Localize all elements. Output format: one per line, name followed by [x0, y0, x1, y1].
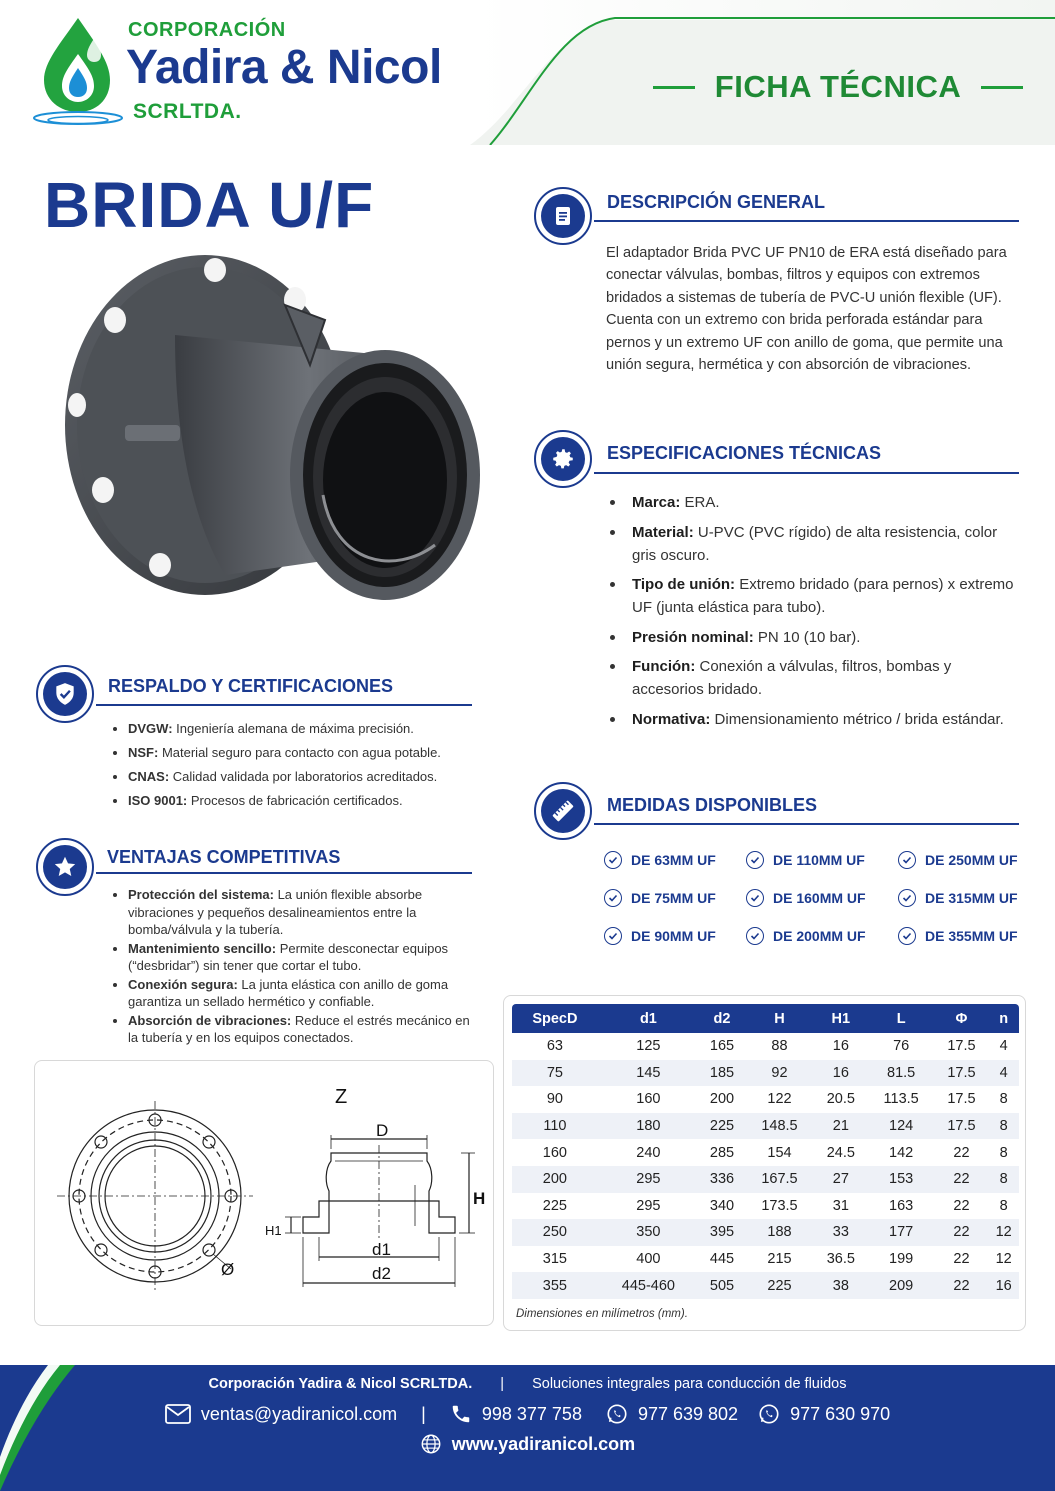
table-cell: 17.5: [947, 1038, 976, 1055]
drawing-label-d2: d2: [372, 1264, 391, 1283]
table-cell: 199: [889, 1251, 914, 1268]
advantages-rule: [96, 872, 472, 874]
column-header: n: [988, 1004, 1019, 1033]
dimensions-table-card: [503, 995, 1026, 1331]
table-body: [512, 1033, 1019, 1299]
page-header: [0, 0, 1055, 145]
table-header-row: [512, 1004, 1019, 1033]
product-title: BRIDA U/F: [44, 169, 375, 241]
table-cell: 225: [542, 1197, 567, 1214]
column-header: Φ: [935, 1004, 989, 1033]
whatsapp-icon: [606, 1403, 628, 1425]
description-title: DESCRIPCIÓN GENERAL: [607, 192, 826, 212]
check-circle-icon: [604, 927, 622, 945]
table-cell: 340: [709, 1197, 735, 1214]
page-footer: [0, 1365, 1055, 1491]
table-cell: 17.5: [935, 1113, 989, 1140]
gear-icon: [550, 446, 576, 472]
flange-drawing: [35, 1061, 495, 1327]
table-cell: 22: [935, 1219, 989, 1246]
table-cell: 20.5: [826, 1091, 855, 1108]
table-row: [512, 1086, 1019, 1113]
column-header: d1: [598, 1004, 699, 1033]
table-cell: 12: [995, 1251, 1012, 1268]
certification-item: ISO 9001: Procesos de fabricación certificados.: [108, 792, 488, 809]
specs-title: ESPECIFICACIONES TÉCNICAS: [607, 443, 882, 463]
table-cell: 16: [988, 1272, 1019, 1299]
table-cell: 200: [512, 1166, 598, 1193]
table-row: [512, 1219, 1019, 1246]
measure-item: DE 110MM UF: [746, 851, 865, 869]
table-row: [512, 1166, 1019, 1193]
table-cell: 22: [953, 1251, 970, 1268]
table-cell: 142: [889, 1144, 914, 1161]
table-cell: 12: [988, 1219, 1019, 1246]
measure-item: DE 90MM UF: [604, 927, 716, 945]
table-cell: 153: [868, 1166, 935, 1193]
table-cell: 163: [889, 1197, 914, 1214]
table-cell: 336: [699, 1166, 745, 1193]
specs-section-icon: [534, 430, 592, 488]
spec-item: Presión nominal: PN 10 (10 bar).: [606, 626, 1016, 649]
table-row: [512, 1060, 1019, 1087]
footer-phone-1[interactable]: 998 377 758: [481, 1403, 582, 1424]
measure-item: DE 315MM UF: [898, 889, 1018, 907]
measure-item: DE 355MM UF: [898, 927, 1018, 945]
table-cell: 76: [893, 1038, 910, 1055]
table-cell: 38: [814, 1272, 868, 1299]
check-circle-icon: [898, 927, 916, 945]
footer-contact-line: ventas@yadiranicol.com | 998 377 758 977 639 802 977 630 970: [0, 1403, 1055, 1425]
specs-rule: [594, 472, 1019, 474]
logo-drop-icon: [30, 14, 125, 129]
column-header: d2: [699, 1004, 745, 1033]
table-cell: 63: [546, 1038, 563, 1055]
drawing-label-z: Z: [335, 1086, 348, 1108]
table-cell: 185: [699, 1060, 745, 1087]
table-cell: 21: [814, 1113, 868, 1140]
table-cell: 240: [636, 1144, 661, 1161]
table-cell: 400: [636, 1251, 661, 1268]
table-cell: 285: [709, 1144, 735, 1161]
divider-right: [981, 86, 1023, 89]
footer-email[interactable]: ventas@yadiranicol.com: [200, 1403, 398, 1424]
measures-grid: [604, 845, 1024, 955]
advantage-item: Conexión segura: La junta elástica con anillo de goma garantiza un sellado hermético y confiable.: [108, 976, 478, 1011]
table-cell: 165: [709, 1038, 735, 1055]
column-header: H1: [814, 1004, 868, 1033]
table-cell: 177: [868, 1219, 935, 1246]
table-cell: 188: [745, 1219, 814, 1246]
table-cell: 17.5: [935, 1060, 989, 1087]
table-cell: 295: [636, 1197, 661, 1214]
advantages-list: [108, 886, 478, 1048]
table-cell: 173.5: [761, 1197, 798, 1214]
table-cell: 225: [699, 1113, 745, 1140]
check-circle-icon: [746, 889, 764, 907]
table-cell: 148.5: [745, 1113, 814, 1140]
whatsapp-icon: [758, 1403, 780, 1425]
spec-item: Tipo de unión: Extremo bridado (para pernos) x extremo UF (junta elástica para tubo).: [606, 573, 1016, 619]
footer-phone-3[interactable]: 977 630 970: [790, 1403, 891, 1424]
table-row: [512, 1246, 1019, 1273]
table-cell: 92: [745, 1060, 814, 1087]
table-cell: 160: [636, 1091, 661, 1108]
table-cell: 110: [512, 1113, 598, 1140]
table-cell: 36.5: [826, 1251, 855, 1268]
table-cell: 395: [699, 1219, 745, 1246]
shield-check-icon: [52, 681, 78, 707]
measure-item: DE 250MM UF: [898, 851, 1018, 869]
table-cell: 315: [542, 1251, 567, 1268]
certifications-title: RESPALDO Y CERTIFICACIONES: [108, 676, 394, 696]
spec-item: Marca: ERA.: [606, 491, 1016, 514]
phone-icon: [450, 1403, 472, 1425]
measure-item: DE 200MM UF: [746, 927, 866, 945]
table-cell: 295: [598, 1166, 699, 1193]
advantages-title: VENTAJAS COMPETITIVAS: [107, 847, 341, 867]
specs-list: [606, 491, 1016, 737]
table-cell: 445: [709, 1251, 735, 1268]
table-cell: 4: [999, 1038, 1008, 1055]
table-cell: 16: [814, 1060, 868, 1087]
certification-item: CNAS: Calidad validada por laboratorios acreditados.: [108, 768, 488, 785]
footer-website[interactable]: www.yadiranicol.com: [451, 1433, 636, 1454]
footer-web-line: [0, 1433, 1055, 1455]
measures-title: MEDIDAS DISPONIBLES: [607, 795, 818, 815]
table-cell: 8: [999, 1091, 1008, 1108]
table-cell: 200: [709, 1091, 735, 1108]
doc-type-banner: [652, 66, 1024, 108]
table-cell: 17.5: [947, 1091, 976, 1108]
table-cell: 209: [868, 1272, 935, 1299]
table-cell: 350: [598, 1219, 699, 1246]
table-cell: 16: [832, 1038, 849, 1055]
table-cell: 145: [598, 1060, 699, 1087]
spec-item: Material: U-PVC (PVC rígido) de alta resistencia, color gris oscuro.: [606, 521, 1016, 567]
table-cell: 24.5: [826, 1144, 855, 1161]
brand-top-text: CORPORACIÓN: [128, 19, 286, 41]
spec-item: Función: Conexión a válvulas, filtros, bombas y accesorios bridado.: [606, 655, 1016, 701]
table-row: [512, 1113, 1019, 1140]
description-rule: [594, 220, 1019, 222]
certifications-section-icon: [36, 665, 94, 723]
doc-type-title: FICHA TÉCNICA: [714, 69, 962, 104]
table-cell: 22: [953, 1144, 970, 1161]
advantage-item: Mantenimiento sencillo: Permite desconectar equipos (“desbridar”) sin tener que cortar el tubo.: [108, 940, 478, 975]
check-circle-icon: [746, 927, 764, 945]
table-cell: 22: [935, 1166, 989, 1193]
table-cell: 122: [767, 1091, 792, 1108]
footer-phone-2[interactable]: 977 639 802: [637, 1403, 739, 1424]
table-note: Dimensiones en milímetros (mm).: [516, 1308, 688, 1320]
table-cell: 445-460: [598, 1272, 699, 1299]
certification-item: NSF: Material seguro para contacto con agua potable.: [108, 744, 488, 761]
certification-item: DVGW: Ingeniería alemana de máxima precisión.: [108, 720, 488, 737]
table-cell: 4: [988, 1060, 1019, 1087]
drawing-label-d: D: [376, 1121, 389, 1140]
table-cell: 355: [512, 1272, 598, 1299]
check-circle-icon: [898, 851, 916, 869]
table-cell: 113.5: [883, 1091, 919, 1108]
table-cell: 33: [814, 1219, 868, 1246]
certifications-rule: [96, 704, 472, 706]
email-icon: [165, 1404, 191, 1424]
drawing-label-h: H: [473, 1189, 486, 1208]
star-icon: [52, 854, 78, 880]
table-cell: 215: [767, 1251, 792, 1268]
table-cell: 8: [999, 1144, 1008, 1161]
brand-name: Yadira & Nicol: [126, 41, 442, 94]
check-circle-icon: [898, 889, 916, 907]
table-cell: 22: [953, 1197, 970, 1214]
table-cell: 8: [988, 1166, 1019, 1193]
table-row: [512, 1139, 1019, 1166]
measure-item: DE 160MM UF: [746, 889, 866, 907]
table-row: [512, 1193, 1019, 1220]
certifications-list: [108, 720, 488, 816]
table-cell: 8: [988, 1113, 1019, 1140]
drawing-label-h1: H1: [265, 1223, 282, 1238]
table-cell: 75: [512, 1060, 598, 1087]
product-image: [55, 245, 485, 635]
divider-left: [653, 86, 695, 89]
table-cell: 22: [935, 1272, 989, 1299]
globe-icon: [420, 1433, 442, 1455]
document-icon: [551, 204, 575, 228]
description-text: El adaptador Brida PVC UF PN10 de ERA está diseñado para conectar válvulas, bombas, filtros y equipos con extremos bridados a sistemas de tubería de PVC-U unión flexible (UF). Cuenta con un extremo con brida perforada estándar para pernos y un extremo UF con anillo de goma, que permite una unión segura, hermética y con absorción de vibraciones.: [606, 245, 1007, 374]
table-cell: 167.5: [745, 1166, 814, 1193]
spec-item: Normativa: Dimensionamiento métrico / brida estándar.: [606, 708, 1016, 731]
footer-company: Corporación Yadira & Nicol SCRLTDA.: [208, 1376, 473, 1392]
check-circle-icon: [604, 851, 622, 869]
table-cell: 124: [868, 1113, 935, 1140]
description-section-icon: [534, 187, 592, 245]
table-row: [512, 1272, 1019, 1299]
table-cell: 160: [542, 1144, 567, 1161]
measures-section-icon: [534, 782, 592, 840]
column-header: L: [868, 1004, 935, 1033]
footer-company-line: Corporación Yadira & Nicol SCRLTDA. | Soluciones integrales para conducción de fluidos: [208, 1376, 847, 1392]
check-circle-icon: [604, 889, 622, 907]
column-header: H: [745, 1004, 814, 1033]
table-cell: 180: [598, 1113, 699, 1140]
drawing-label-d1: d1: [372, 1240, 391, 1259]
technical-drawing: [34, 1060, 494, 1326]
table-cell: 8: [999, 1197, 1008, 1214]
table-cell: 88: [771, 1038, 788, 1055]
table-cell: 81.5: [868, 1060, 935, 1087]
table-cell: 90: [546, 1091, 563, 1108]
table-row: [512, 1033, 1019, 1060]
advantage-item: Protección del sistema: La unión flexible absorbe vibraciones y pequeños desalineamientos entre la bomba/válvula y la tubería.: [108, 886, 478, 939]
measure-item: DE 63MM UF: [604, 851, 716, 869]
table-cell: 250: [512, 1219, 598, 1246]
column-header: SpecD: [512, 1004, 598, 1033]
table-cell: 31: [832, 1197, 849, 1214]
table-cell: 125: [636, 1038, 661, 1055]
advantages-section-icon: [36, 838, 94, 896]
table-cell: 505: [699, 1272, 745, 1299]
measure-item: DE 75MM UF: [604, 889, 716, 907]
drawing-label-phi: Ø: [221, 1260, 235, 1279]
check-circle-icon: [746, 851, 764, 869]
brand-suffix: SCRLTDA.: [133, 100, 242, 123]
ruler-icon: [550, 798, 576, 824]
table-cell: 225: [745, 1272, 814, 1299]
dimensions-table: [512, 1004, 1019, 1299]
table-cell: 27: [814, 1166, 868, 1193]
measures-rule: [594, 823, 1019, 825]
advantage-item: Absorción de vibraciones: Reduce el estrés mecánico en la tubería y en los equipos conectados.: [108, 1012, 478, 1047]
footer-tagline: Soluciones integrales para conducción de fluidos: [532, 1376, 847, 1392]
table-cell: 154: [767, 1144, 792, 1161]
